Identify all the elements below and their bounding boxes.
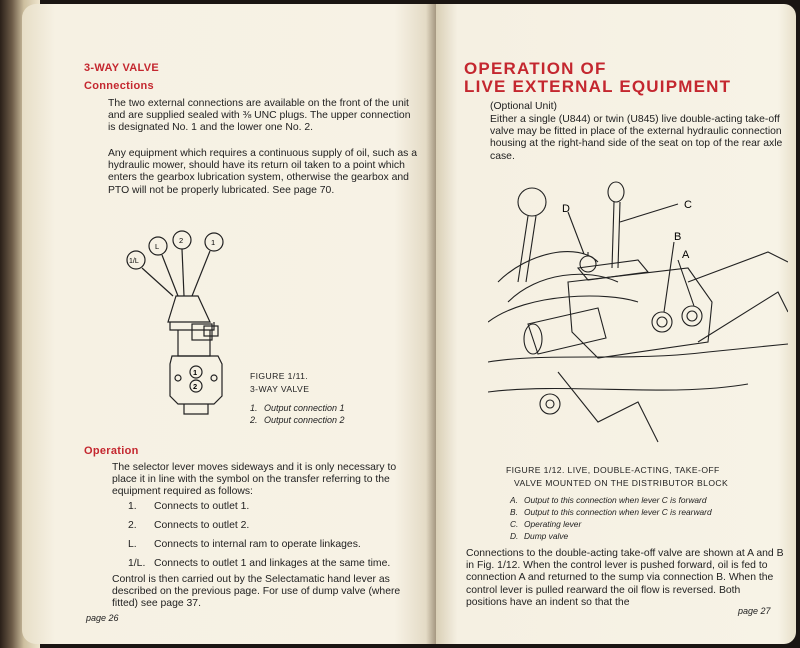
three-way-valve-diagram	[118, 218, 258, 428]
list-item: 1/L. Connects to outlet 1 and linkages at the same time.	[128, 558, 391, 569]
callout-d: D	[562, 203, 570, 215]
lever-label-l: L	[155, 242, 160, 251]
left-page: 3-WAY VALVE Connections The two external connections are available on the front of the unit and are supplied sealed with ⅜ UNC plugs. The upper connection is designated No. 1 and the lower one No. 2. Any equipment which requires a continuous supply of oil, such as a hydraulic mower, should have its return oil taken to a point which enters the gearbox lubrication system, otherwise the gearbox and PTO will not be properly lubricated. See page 70. 1/L L 2 1 1 2 FIGURE 1/11. 3-WAY VALVE 1. Output connection 1 2. Output connection 2 Operation The selector lever moves sideways and it is only necessary to place it in line with the symbol on the transfer referring to the equipment required as follows: 1. Connects to outlet 1. 2. Connects to outlet 2. L. Connects to internal ram to operate linkages. 1/L. Connects to outlet 1 and linkages at the same time. Control is then carried out by the Selectamatic hand lever as described on the previous page. For use of dump valve (where fitted) see page 37. page 26	[22, 4, 436, 644]
title-line-1: OPERATION OF	[464, 59, 607, 78]
lever-label-1: 1	[211, 238, 216, 247]
figure-1-11-number: FIGURE 1/11.	[250, 371, 309, 381]
figure-1-11-label	[250, 370, 309, 396]
closing-paragraph: Control is then carried out by the Selectamatic hand lever as described on the previous page. For use of dump valve (where fitted) see page 37.	[112, 574, 401, 610]
port-label-2: 2	[193, 382, 198, 391]
connections-paragraph-2: Any equipment which requires a continuous supply of oil, such as a hydraulic mower, should have its return oil taken to a point which enters the gearbox lubrication system, otherwise the gearbox and PTO will not be properly lubricated. See page 70.	[108, 148, 418, 196]
lever-label-1l: 1/L	[129, 258, 139, 265]
connections-heading: Connections	[84, 80, 154, 92]
title-line-2: LIVE EXTERNAL EQUIPMENT	[464, 77, 732, 96]
operation-list	[128, 501, 428, 577]
figure-1-12-caption-line-2: VALVE MOUNTED ON THE DISTRIBUTOR BLOCK	[514, 478, 729, 488]
callout-a: A	[682, 249, 690, 261]
list-item: 1. Connects to outlet 1.	[128, 501, 250, 512]
list-item: 2. Connects to outlet 2.	[128, 520, 250, 531]
callout-b: B	[674, 231, 682, 243]
operation-heading: Operation	[84, 445, 139, 457]
subtitle-optional-unit: (Optional Unit)	[490, 101, 557, 112]
bottom-paragraph: Connections to the double-acting take-off valve are shown at A and B in Fig. 1/12. When the control lever is pushed forward, oil is fed to connection A and returned to the sump via connection B. When the control lever is pulled rearward the oil flow is reversed. Both positions have an indent so that the	[466, 548, 784, 608]
connections-paragraph-1: The two external connections are available on the front of the unit and are supplied sealed with ⅜ UNC plugs. The upper connection is designated No. 1 and the lower one No. 2.	[108, 98, 411, 134]
page-number-right: page 27	[738, 606, 771, 616]
page-number-left: page 26	[86, 613, 119, 623]
list-item: L. Connects to internal ram to operate linkages.	[128, 539, 361, 550]
figure-1-12-caption-line-1: FIGURE 1/12. LIVE, DOUBLE-ACTING, TAKE-OFF	[506, 465, 720, 475]
callout-c: C	[684, 199, 692, 211]
operation-paragraph: The selector lever moves sideways and it is only necessary to place it in line with the symbol on the transfer referring to the equipment required as follows:	[112, 462, 397, 498]
figure-1-11-title: 3-WAY VALVE	[250, 384, 310, 394]
section-title-3-way-valve: 3-WAY VALVE	[84, 62, 160, 74]
take-off-valve-illustration	[488, 172, 788, 460]
port-label-1: 1	[193, 368, 198, 377]
right-page: OPERATION OF LIVE EXTERNAL EQUIPMENT (Optional Unit) Either a single (U844) or twin (U845) live double-acting take-off valve may be fitted in place of the external hydraulic connection housing at the right-hand side of the seat on top of the rear axle case. D C B A FIGURE 1/12. LIVE, DOUBLE-ACTING, TAKE-OFF VALVE MOUNTED ON THE DISTRIBUTOR BLOCK A. Output to this connection when lever C is forward B. Output to this connection when lever C is rearward C. Operating lever D. Dump valve Connections to the double-acting take-off valve are shown at A and B in Fig. 1/12. When the control lever is pushed forward, oil is fed to connection A and returned to the sump via connection B. When the control lever is pulled rearward the oil flow is reversed. Both positions have an indent so that the page 27	[436, 4, 796, 644]
figure-1-12-caption	[506, 464, 728, 490]
lever-label-2: 2	[179, 236, 184, 245]
intro-paragraph: Either a single (U844) or twin (U845) live double-acting take-off valve may be fitted in place of the external hydraulic connection housing at the right-hand side of the seat on top of the rear axle case.	[490, 114, 783, 162]
